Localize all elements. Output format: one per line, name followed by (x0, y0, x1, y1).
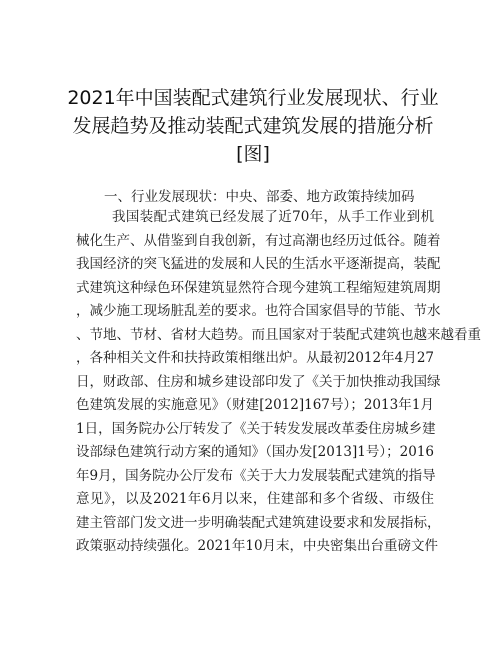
body-line: 政策驱动持续强化。2021年10月末，中央密集出台重磅文件 (76, 538, 439, 554)
body-line: 式建筑这种绿色环保建筑显然符合现今建筑工程缩短建筑周期 (76, 279, 441, 296)
body-line: ，各种相关文件和扶持政策相继出炉。从最初2012年4月27 (76, 350, 434, 366)
body-line: 我国装配式建筑已经发展了近70年，从手工作业到机 (112, 209, 434, 225)
body-line: 1日，国务院办公厅转发了《关于转发发展改革委住房城乡建 (76, 420, 436, 437)
article-title: 2021年中国装配式建筑行业发展现状、行业发展趋势及推动装配式建筑发展的措施分析[图] (67, 87, 439, 165)
body-line: 色建筑发展的实施意见》（财建[2012]167号）；2013年1月 (76, 397, 434, 413)
body-line: 设部绿色建筑行动方案的通知》（国办发[2013]1号）；2016 (76, 444, 434, 460)
article-body (76, 206, 481, 559)
body-line: 、节地、节材、省材大趋势。而且国家对于装配式建筑也越来越看重 (76, 326, 481, 343)
body-line: 我国经济的突飞猛进的发展和人民的生活水平逐渐提高，装配 (76, 256, 441, 272)
body-line: ，减少施工现场脏乱差的要求。也符合国家倡导的节能、节水 (76, 303, 441, 319)
body-line: 年9月，国务院办公厅发布《关于大力发展装配式建筑的指导 (76, 467, 436, 484)
body-line: 意见》，以及2021年6月以来，住建部和多个省级、市级住 (76, 491, 434, 507)
body-line: 建主管部门发文进一步明确装配式建筑建设要求和发展指标， (76, 514, 441, 531)
body-line: 械化生产、从借鉴到自我创新，有过高潮也经历过低谷。随着 (76, 232, 441, 249)
body-line: 日，财政部、住房和城乡建设部印发了《关于加快推动我国绿 (76, 373, 441, 390)
section-heading: 一、行业发展现状：中央、部委、地方政策持续加码 (104, 189, 415, 205)
